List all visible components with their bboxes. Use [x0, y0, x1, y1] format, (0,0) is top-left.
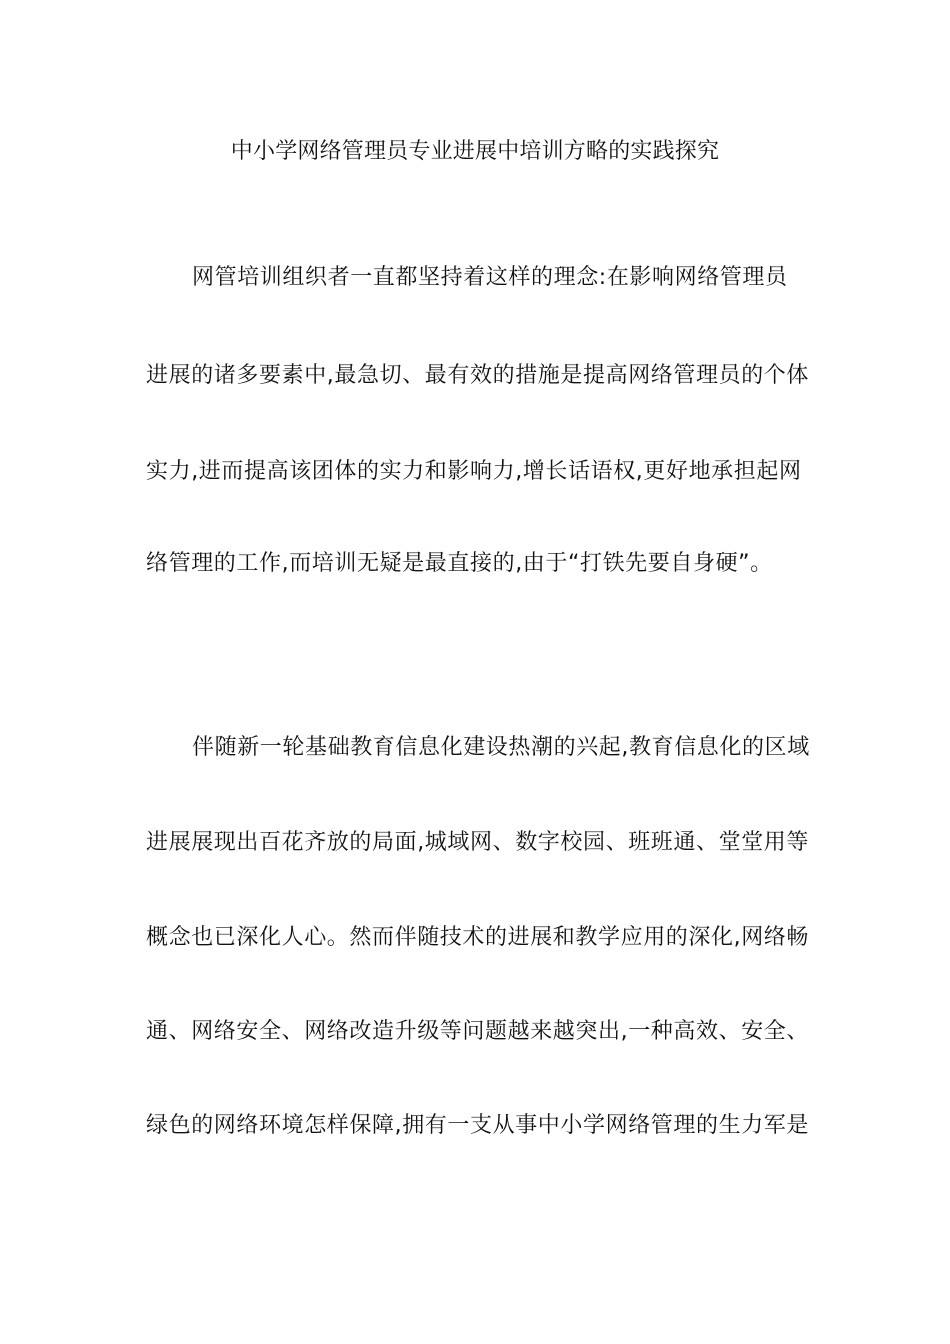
paragraph-line: 络管理的工作,而培训无疑是最直接的,由于“打铁先要自身硬”。: [146, 551, 773, 576]
paragraph-line: 通、网络安全、网络改造升级等问题越来越突出,一种高效、安全、: [146, 1019, 809, 1044]
paragraph-line: 绿色的网络环境怎样保障,拥有一支从事中小学网络管理的生力军是: [146, 1113, 809, 1138]
paragraph-line: 伴随新一轮基础教育信息化建设热潮的兴起,教育信息化的区域: [192, 735, 810, 760]
paragraph-line: 进展的诸多要素中,最急切、最有效的措施是提高网络管理员的个体: [146, 363, 809, 388]
document-title: 中小学网络管理员专业进展中培训方略的实践探究: [230, 139, 720, 164]
paragraph-line: 网管培训组织者一直都坚持着这样的理念:在影响网络管理员: [192, 265, 788, 290]
paragraph-line: 进展展现出百花齐放的局面,城域网、数字校园、班班通、堂堂用等: [146, 830, 809, 855]
paragraph-line: 实力,进而提高该团体的实力和影响力,增长话语权,更好地承担起网: [146, 459, 802, 484]
paragraph-line: 概念也已深化人心。然而伴随技术的进展和教学应用的深化,网络畅: [146, 925, 809, 950]
